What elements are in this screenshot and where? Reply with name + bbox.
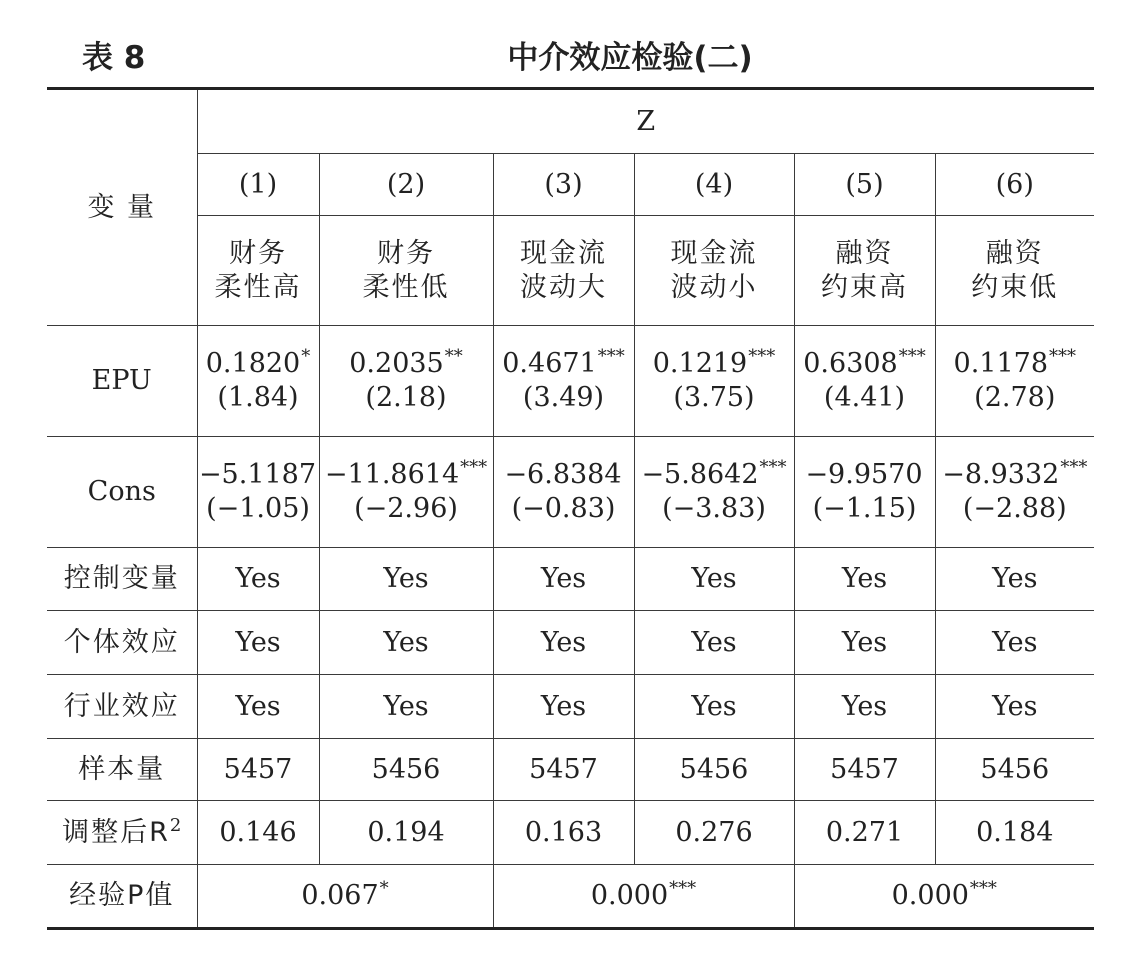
coefficient-cell bbox=[794, 326, 935, 437]
t-statistic: (−2.96) bbox=[354, 493, 458, 524]
p-value: 0.067 bbox=[301, 880, 379, 912]
table-row-adj-r2 bbox=[47, 801, 1094, 865]
coefficient-cell bbox=[197, 326, 319, 437]
table-caption bbox=[0, 28, 1145, 78]
table-cell: Yes bbox=[319, 548, 493, 611]
row-label: 控制变量 bbox=[47, 548, 197, 611]
coefficient-cell bbox=[197, 437, 319, 548]
table-cell: 0.276 bbox=[634, 801, 794, 865]
column-number: (5) bbox=[794, 154, 935, 216]
coefficient-cell bbox=[319, 437, 493, 548]
column-number: (6) bbox=[935, 154, 1094, 216]
table-cell: Yes bbox=[634, 675, 794, 739]
p-value-cell bbox=[197, 865, 493, 929]
coefficient-value: 0.1178 bbox=[953, 348, 1049, 380]
significance-stars: ** bbox=[444, 346, 463, 368]
table-cell: 0.194 bbox=[319, 801, 493, 865]
table-row-industry-fe bbox=[47, 675, 1094, 739]
coefficient-cell bbox=[493, 326, 634, 437]
significance-stars: *** bbox=[1060, 457, 1088, 479]
row-label: 样本量 bbox=[47, 739, 197, 801]
coefficient-value: 0.6308 bbox=[803, 348, 898, 380]
table-cell: Yes bbox=[794, 611, 935, 675]
table-cell: 0.184 bbox=[935, 801, 1094, 865]
header-row-numbers bbox=[47, 154, 1094, 216]
t-statistic: (−3.83) bbox=[662, 493, 766, 524]
t-statistic: (−0.83) bbox=[511, 493, 616, 524]
table-row-sample-size bbox=[47, 739, 1094, 801]
column-description bbox=[197, 216, 319, 326]
column-description-line1: 财务 bbox=[377, 237, 435, 269]
coefficient-cell bbox=[935, 437, 1094, 548]
row-label: 经验P值 bbox=[47, 865, 197, 929]
column-description-line2: 柔性高 bbox=[214, 271, 302, 303]
table-cell: Yes bbox=[935, 611, 1094, 675]
table-cell: 0.146 bbox=[197, 801, 319, 865]
table-cell: Yes bbox=[634, 548, 794, 611]
t-statistic: (−1.05) bbox=[206, 493, 310, 524]
row-label-superscript: 2 bbox=[169, 814, 182, 836]
p-value-cell bbox=[493, 865, 794, 929]
p-value: 0.000 bbox=[590, 880, 669, 912]
coefficient-value: 0.1820 bbox=[205, 348, 301, 380]
coefficient-value: −5.1187 bbox=[198, 459, 317, 491]
table-cell: Yes bbox=[197, 548, 319, 611]
coefficient-value: 0.4671 bbox=[502, 348, 597, 380]
coefficient-value: −9.9570 bbox=[805, 459, 923, 491]
column-description-line2: 波动大 bbox=[520, 271, 607, 303]
column-description bbox=[319, 216, 493, 326]
regression-table bbox=[47, 87, 1094, 930]
t-statistic: (−2.88) bbox=[962, 493, 1067, 524]
table-row-controls bbox=[47, 548, 1094, 611]
table-cell: Yes bbox=[493, 611, 634, 675]
column-description bbox=[493, 216, 634, 326]
coefficient-value: 0.2035 bbox=[349, 348, 444, 380]
column-description-line2: 约束高 bbox=[821, 271, 908, 303]
t-statistic: (4.41) bbox=[823, 382, 906, 413]
coefficient-value: −5.8642 bbox=[641, 459, 759, 491]
table-cell: Yes bbox=[197, 675, 319, 739]
column-number: (3) bbox=[493, 154, 634, 216]
column-description-line1: 财务 bbox=[229, 237, 287, 269]
t-statistic: (3.75) bbox=[673, 382, 755, 413]
header-row-group bbox=[47, 89, 1094, 154]
table-cell: 0.163 bbox=[493, 801, 634, 865]
column-description bbox=[634, 216, 794, 326]
column-description-line1: 现金流 bbox=[520, 237, 607, 269]
table-cell: 5456 bbox=[319, 739, 493, 801]
column-description-line1: 融资 bbox=[835, 237, 894, 269]
coefficient-cell bbox=[634, 326, 794, 437]
table-row-empirical-p bbox=[47, 865, 1094, 929]
coefficient-value: −11.8614 bbox=[324, 459, 460, 491]
significance-stars: *** bbox=[898, 346, 926, 368]
row-label bbox=[47, 801, 197, 865]
row-label: 个体效应 bbox=[47, 611, 197, 675]
column-description-line1: 现金流 bbox=[670, 237, 758, 269]
row-label-text: 调整后R bbox=[62, 816, 170, 848]
table-cell: Yes bbox=[493, 548, 634, 611]
p-value-cell bbox=[794, 865, 1094, 929]
coefficient-cell bbox=[935, 326, 1094, 437]
table-cell: 5456 bbox=[935, 739, 1094, 801]
significance-stars: *** bbox=[460, 457, 488, 479]
column-description bbox=[794, 216, 935, 326]
significance-stars: *** bbox=[748, 346, 776, 368]
table-cell: Yes bbox=[794, 675, 935, 739]
table-cell: 5457 bbox=[493, 739, 634, 801]
table-cell: Yes bbox=[197, 611, 319, 675]
column-number: (2) bbox=[319, 154, 493, 216]
t-statistic: (2.18) bbox=[365, 382, 447, 413]
table-cell: Yes bbox=[319, 611, 493, 675]
column-description-line2: 柔性低 bbox=[362, 271, 450, 303]
column-description-line1: 融资 bbox=[985, 237, 1044, 269]
column-number: (4) bbox=[634, 154, 794, 216]
coefficient-cell bbox=[493, 437, 634, 548]
significance-stars: *** bbox=[969, 878, 997, 900]
table-number: 表 8 bbox=[82, 40, 146, 76]
table-cell: Yes bbox=[493, 675, 634, 739]
significance-stars: *** bbox=[759, 457, 787, 479]
table-cell: 0.271 bbox=[794, 801, 935, 865]
significance-stars: * bbox=[301, 346, 311, 368]
group-header: Z bbox=[197, 89, 1094, 154]
column-description-line2: 波动小 bbox=[670, 271, 758, 303]
t-statistic: (3.49) bbox=[522, 382, 605, 413]
coefficient-cell bbox=[319, 326, 493, 437]
table-cell: Yes bbox=[319, 675, 493, 739]
table-cell: Yes bbox=[794, 548, 935, 611]
coefficient-value: 0.1219 bbox=[652, 348, 748, 380]
column-description bbox=[935, 216, 1094, 326]
table-row-epu bbox=[47, 326, 1094, 437]
t-statistic: (−1.15) bbox=[812, 493, 917, 524]
table-cell: Yes bbox=[634, 611, 794, 675]
row-label: EPU bbox=[47, 326, 197, 437]
header-row-descriptions bbox=[47, 216, 1094, 326]
table-cell: 5457 bbox=[794, 739, 935, 801]
table-cell: Yes bbox=[935, 548, 1094, 611]
significance-stars: * bbox=[379, 878, 389, 900]
coefficient-cell bbox=[634, 437, 794, 548]
coefficient-value: −8.9332 bbox=[942, 459, 1060, 491]
variable-header: 变 量 bbox=[47, 89, 197, 326]
table-row-cons bbox=[47, 437, 1094, 548]
column-description-line2: 约束低 bbox=[971, 271, 1059, 303]
table-cell: 5457 bbox=[197, 739, 319, 801]
significance-stars: *** bbox=[1049, 346, 1077, 368]
table-cell: Yes bbox=[935, 675, 1094, 739]
t-statistic: (2.78) bbox=[974, 382, 1056, 413]
row-label: Cons bbox=[47, 437, 197, 548]
p-value: 0.000 bbox=[891, 880, 969, 912]
table-title: 中介效应检验(二) bbox=[507, 40, 753, 76]
column-number: (1) bbox=[197, 154, 319, 216]
coefficient-cell bbox=[794, 437, 935, 548]
table-row-individual-fe bbox=[47, 611, 1094, 675]
table-cell: 5456 bbox=[634, 739, 794, 801]
row-label: 行业效应 bbox=[47, 675, 197, 739]
coefficient-value: −6.8384 bbox=[504, 459, 622, 491]
significance-stars: *** bbox=[597, 346, 625, 368]
significance-stars: *** bbox=[669, 878, 697, 900]
t-statistic: (1.84) bbox=[217, 382, 299, 413]
